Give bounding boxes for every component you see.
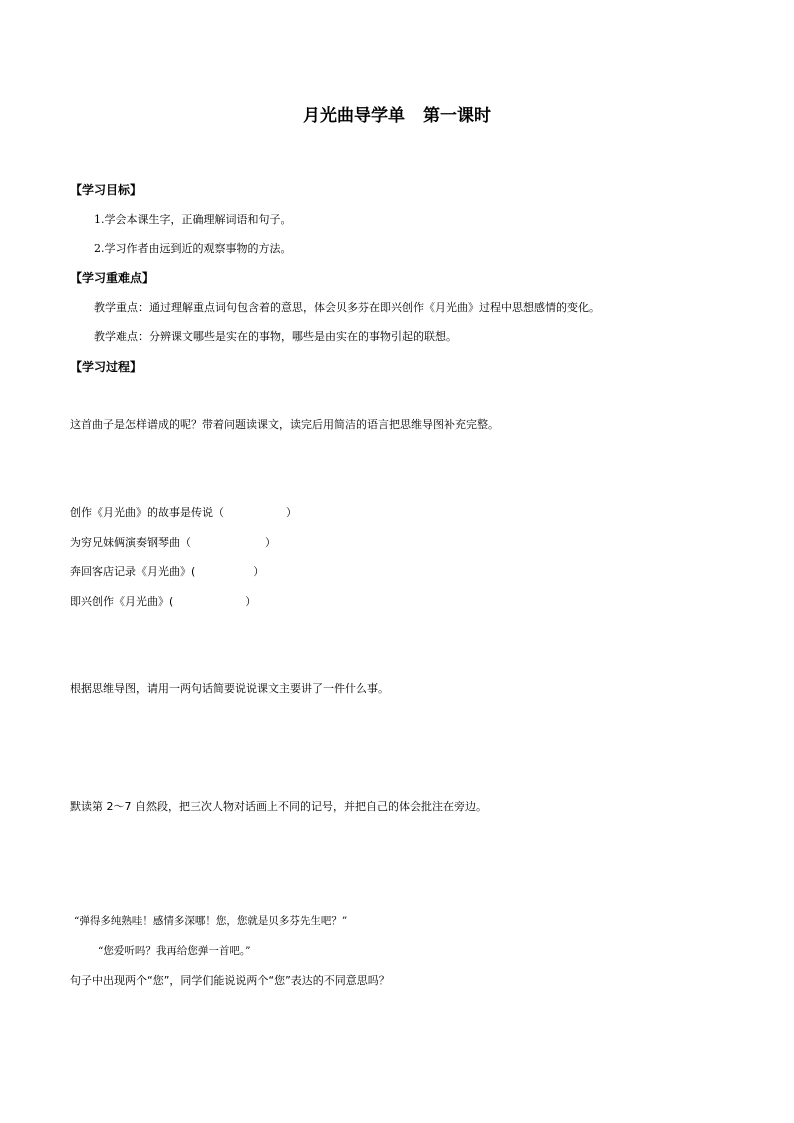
key-points-heading: 【学习重难点】 [70, 271, 155, 285]
teaching-difficulty: 教学难点：分辨课文哪些是实在的事物，哪些是由实在的事物引起的联想。 [94, 330, 457, 343]
task-summary-instruction: 根据思维导图，请用一两句话简要说说课文主要讲了一件什么事。 [70, 682, 389, 695]
mindmap-label: 奔回客店记录《月光曲》( [70, 565, 196, 578]
mindmap-close: ） [265, 536, 276, 549]
mindmap-item-3 [70, 566, 264, 577]
question-text: 句子中出现两个“您”，同学们能说说两个“您”表达的不同意思吗？ [70, 974, 390, 987]
quote-line-1: “弹得多纯熟哇！感情多深哪！您，您就是贝多芬先生吧？” [74, 915, 348, 927]
mindmap-label: 创作《月光曲》的故事是传说（ [70, 506, 224, 519]
task-mindmap-instruction: 这首曲子是怎样谱成的呢？带着问题读课文，读完后用简洁的语言把思维导图补充完整。 [70, 418, 499, 431]
title-lesson: 第一课时 [423, 106, 491, 126]
objective-item-1: 1.学会本课生字，正确理解词语和句子。 [94, 213, 292, 226]
mindmap-label: 为穷兄妹俩演奏钢琴曲（ [70, 536, 191, 549]
process-heading: 【学习过程】 [70, 360, 143, 374]
mindmap-item-2 [70, 537, 276, 548]
task-dialogue-instruction: 默读第 2～7 自然段，把三次人物对话画上不同的记号，并把自己的体会批注在旁边。 [70, 800, 487, 813]
objectives-heading: 【学习目标】 [70, 183, 143, 197]
mindmap-item-4 [70, 596, 256, 607]
page-title [0, 108, 794, 125]
mindmap-close: ） [245, 595, 257, 608]
mindmap-item-1 [70, 507, 297, 518]
title-main: 月光曲导学单 [303, 106, 405, 126]
mindmap-label: 即兴创作《月光曲》( [70, 595, 174, 608]
mindmap-close: ） [253, 565, 265, 578]
objective-item-2: 2.学习作者由远到近的观察事物的方法。 [94, 242, 292, 255]
teaching-focus: 教学重点：通过理解重点词句包含着的意思，体会贝多芬在即兴创作《月光曲》过程中思想感情的变化。 [94, 301, 600, 314]
quote-line-2: “您爱听吗？我再给您弹一首吧。” [98, 945, 251, 957]
mindmap-close: ） [286, 506, 297, 519]
